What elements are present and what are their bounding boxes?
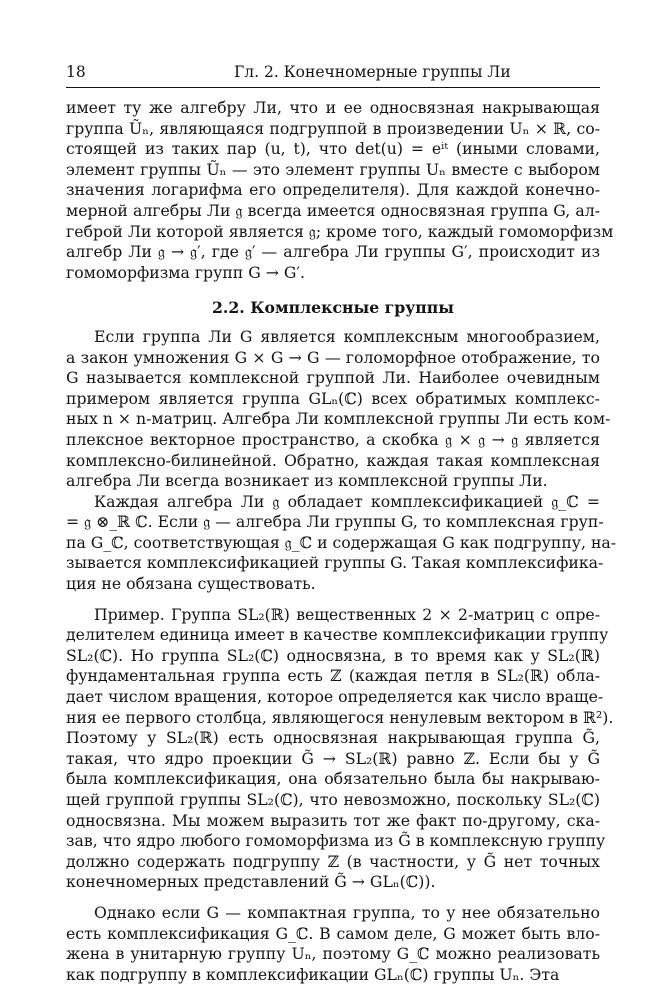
paragraph [66,491,617,595]
text-line: как подгруппу в комплексификации GLₙ(ℂ) группы Uₙ. Эта [66,964,560,984]
chapter-title: Гл. 2. Конечномерные группы Ли [234,63,511,81]
text-line: SL₂(ℂ). Но группа SL₂(ℂ) односвязна, в то время как у SL₂(ℝ) [66,645,600,665]
paragraph [66,326,611,492]
text-line: дает числом вращения, которое определяется как число враще- [66,687,604,707]
text-line: имеет ту же алгебру Ли, что и ее односвязная накрывающая [66,98,600,117]
text-line: алгебр Ли 𝔤 → 𝔤′, где 𝔤′ — алгебра Ли группы G′, происходит из [66,242,600,262]
text-line: примером является группа GLₙ(ℂ) всех обратимых комплекс- [66,388,600,408]
text-line: Однако если G — компактная группа, то у нее обязательно [94,902,600,922]
text-line: фундаментальная группа есть ℤ (каждая петля в SL₂(ℝ) обла- [66,666,600,686]
text-line: группа Ũₙ, являющаяся подгруппой в произведении Uₙ × ℝ, со- [66,118,600,138]
text-line: элемент группы Ũₙ — это элемент группы Uₙ вместе с выбором [66,159,600,179]
text-line: делителем единица имеет в качестве комплексификации группу [66,625,609,645]
text-line: мерной алгебры Ли 𝔤 всегда имеется односвязная группа G, ал- [66,200,600,220]
text-line: гомоморфизма групп G → G′. [66,262,305,282]
text-line: стоящей из таких пар (u, t), что det(u) = eⁱᵗ (иными словами, [66,139,600,159]
text-line: ция не обязана существовать. [66,574,316,594]
text-line: = 𝔤 ⊗_ℝ ℂ. Если 𝔤 — алгебра Ли группы G, то комплексная груп- [66,512,604,532]
text-line: есть комплексификация G_ℂ. В самом деле, G может быть вло- [66,923,600,943]
paragraph [66,604,614,893]
intro-paragraph [66,98,614,283]
section-heading: 2.2. Комплексные группы [212,298,454,318]
header-rule [66,87,600,88]
section-paragraphs [66,326,617,985]
text-line: ния ее первого столбца, являющегося ненулевым вектором в ℝ²). [66,707,614,727]
paragraph-gap [66,893,600,903]
paragraph-gap [66,595,600,605]
text-line: должно содержать подгруппу ℤ (в частности, у G̃ нет точных [66,851,600,871]
text-line: жена в унитарную группу Uₙ, поэтому G_ℂ можно реализовать [66,944,600,964]
text-line: конечномерных представлений G̃ → GLₙ(ℂ)). [66,872,436,892]
text-line: G называется комплексной группой Ли. Наиболее очевидным [66,368,600,388]
text-line: ных n × n-матриц. Алгебра Ли комплексной группы Ли есть ком- [66,409,611,429]
text-line: такая, что ядро проекции G̃ → SL₂(ℝ) равно ℤ. Если бы у G̃ [66,748,600,768]
text-line: зывается комплексификацией группы G. Такая комплексифика- [66,553,604,573]
text-line: односвязна. Мы можем выразить тот же факт по-другому, ска- [66,810,600,830]
page-number: 18 [66,63,86,81]
text-line: щей группой группы SL₂(ℂ), что невозможно, поскольку SL₂(ℂ) [66,790,600,809]
text-line: Если группа Ли G является комплексным многообразием, [94,326,600,346]
text-line: зав, что ядро любого гомоморфизма из G̃ в комплексную группу [66,831,606,851]
page-body [66,98,617,985]
text-line: плексное векторное пространство, а скобка 𝔤 × 𝔤 → 𝔤 является [66,429,600,449]
text-line: па G_ℂ, соответствующая 𝔤_ℂ и содержащая G как подгруппу, на- [66,532,617,552]
text-line: а закон умножения G × G → G — голоморфное отображение, то [66,347,600,367]
text-line: геброй Ли которой является 𝔤; кроме того, каждый гомоморфизм [66,221,614,241]
text-line: алгебра Ли всегда возникает из комплексной группы Ли. [66,471,548,491]
text-line: значения логарифма его определителя). Для каждой конечно- [66,180,600,200]
paragraph [66,903,600,985]
text-line: Каждая алгебра Ли 𝔤 обладает комплексификацией 𝔤_ℂ = [94,491,600,511]
text-line: была комплексификация, она обязательно была бы накрываю- [66,769,600,789]
text-line: комплексно-билинейной. Обратно, каждая такая комплексная [66,450,600,470]
text-line: Пример. Группа SL₂(ℝ) вещественных 2 × 2-матриц с опре- [94,604,600,624]
text-line: Поэтому у SL₂(ℝ) есть односвязная накрывающая группа G̃, [66,728,600,748]
